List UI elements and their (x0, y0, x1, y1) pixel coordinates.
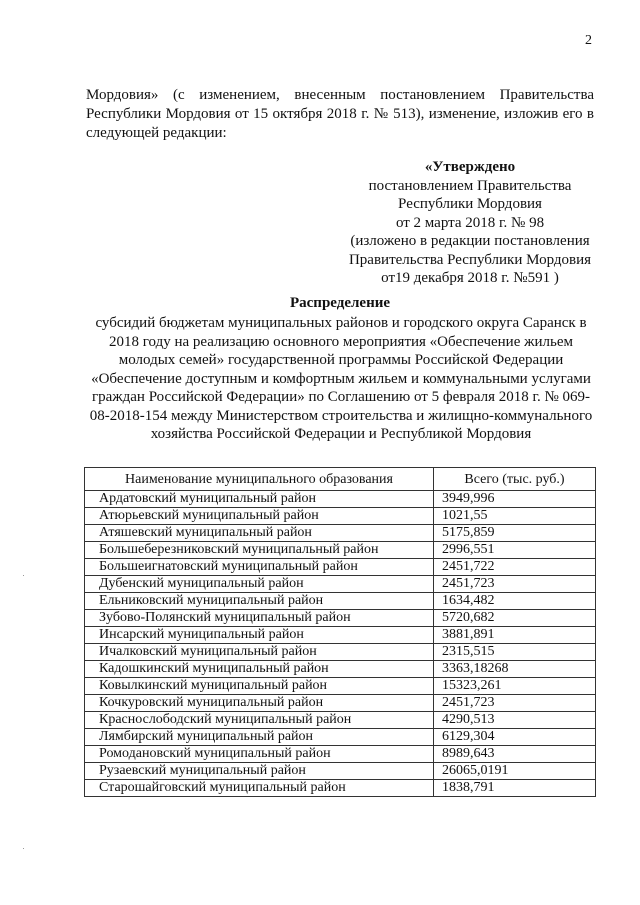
approval-line: постановлением Правительства (368, 177, 572, 194)
district-name: Краснослободский муниципальный район (85, 712, 434, 729)
district-value: 1021,55 (434, 508, 596, 525)
district-name: Кочкуровский муниципальный район (85, 695, 434, 712)
district-value: 2996,551 (434, 542, 596, 559)
page-number: 2 (585, 33, 592, 48)
table-row (85, 661, 596, 678)
approval-heading: «Утверждено (424, 159, 516, 175)
district-value: 1838,791 (434, 780, 596, 797)
table-row (85, 593, 596, 610)
district-name: Атюрьевский муниципальный район (85, 508, 434, 525)
document-subtitle: субсидий бюджетам муниципальных районов и городского округа Саранск в 2018 году на реализацию основного мероприятия «Обеспечение жильем молодых семей» государственной программы Российской Федерации «Обеспечение доступным и комфортным жильем и коммунальными услугами граждан Российской Федерации» по Соглашению от 5 февраля 2018 г. № 069-08-2018-154 между Министерством строительства и жилищно-коммунального хозяйства Российской Федерации и Республикой Мордовия (89, 315, 593, 442)
district-value: 2451,723 (434, 576, 596, 593)
table-row (85, 678, 596, 695)
district-name: Большеберезниковский муниципальный район (85, 542, 434, 559)
table-row (85, 627, 596, 644)
column-header-name: Наименование муниципального образования (85, 468, 434, 491)
district-value: 6129,304 (434, 729, 596, 746)
district-name: Ковылкинский муниципальный район (85, 678, 434, 695)
district-name: Ромодановский муниципальный район (85, 746, 434, 763)
table-row (85, 746, 596, 763)
district-value: 3949,996 (434, 491, 596, 508)
district-value: 4290,513 (434, 712, 596, 729)
distribution-table (84, 467, 596, 797)
district-value: 5175,859 (434, 525, 596, 542)
table-row (85, 729, 596, 746)
table-row (85, 559, 596, 576)
table-header-row (85, 468, 596, 491)
table-row (85, 491, 596, 508)
table-row (85, 712, 596, 729)
scan-speck (23, 848, 24, 849)
approval-line: от 2 марта 2018 г. № 98 (395, 214, 545, 231)
table-row (85, 644, 596, 661)
approval-line: Правительства Республики Мордовия (348, 251, 592, 268)
district-name: Ельниковский муниципальный район (85, 593, 434, 610)
approval-block (320, 158, 620, 288)
district-value: 2451,723 (434, 695, 596, 712)
district-value: 2315,515 (434, 644, 596, 661)
district-value: 26065,0191 (434, 763, 596, 780)
district-value: 15323,261 (434, 678, 596, 695)
district-value: 2451,722 (434, 559, 596, 576)
district-name: Старошайговский муниципальный район (85, 780, 434, 797)
table-row (85, 695, 596, 712)
district-name: Зубово-Полянский муниципальный район (85, 610, 434, 627)
district-value: 3363,18268 (434, 661, 596, 678)
district-name: Рузаевский муниципальный район (85, 763, 434, 780)
scan-speck (23, 575, 24, 576)
approval-line: (изложено в редакции постановления (350, 233, 590, 249)
approval-line: Республики Мордовия (398, 196, 542, 212)
table-row (85, 576, 596, 593)
intro-paragraph: Мордовия» (с изменением, внесенным постановлением Правительства Республики Мордовия от 15 октября 2018 г. № 513), изменение, изложив его в следующей редакции: (86, 87, 594, 141)
district-name: Большеигнатовский муниципальный район (85, 559, 434, 576)
district-value: 8989,643 (434, 746, 596, 763)
table-row (85, 763, 596, 780)
district-value: 3881,891 (434, 627, 596, 644)
district-name: Ичалковский муниципальный район (85, 644, 434, 661)
district-name: Кадошкинский муниципальный район (85, 661, 434, 678)
district-name: Инсарский муниципальный район (85, 627, 434, 644)
district-name: Дубенский муниципальный район (85, 576, 434, 593)
district-name: Атяшевский муниципальный район (85, 525, 434, 542)
column-header-total: Всего (тыс. руб.) (434, 468, 596, 491)
table-row (85, 780, 596, 797)
district-name: Ардатовский муниципальный район (85, 491, 434, 508)
table-row (85, 525, 596, 542)
district-value: 1634,482 (434, 593, 596, 610)
table-row (85, 508, 596, 525)
district-value: 5720,682 (434, 610, 596, 627)
table-row (85, 542, 596, 559)
document-title: Распределение (289, 295, 391, 311)
table-row (85, 610, 596, 627)
approval-line: от19 декабря 2018 г. №591 ) (381, 270, 559, 286)
district-name: Лямбирский муниципальный район (85, 729, 434, 746)
